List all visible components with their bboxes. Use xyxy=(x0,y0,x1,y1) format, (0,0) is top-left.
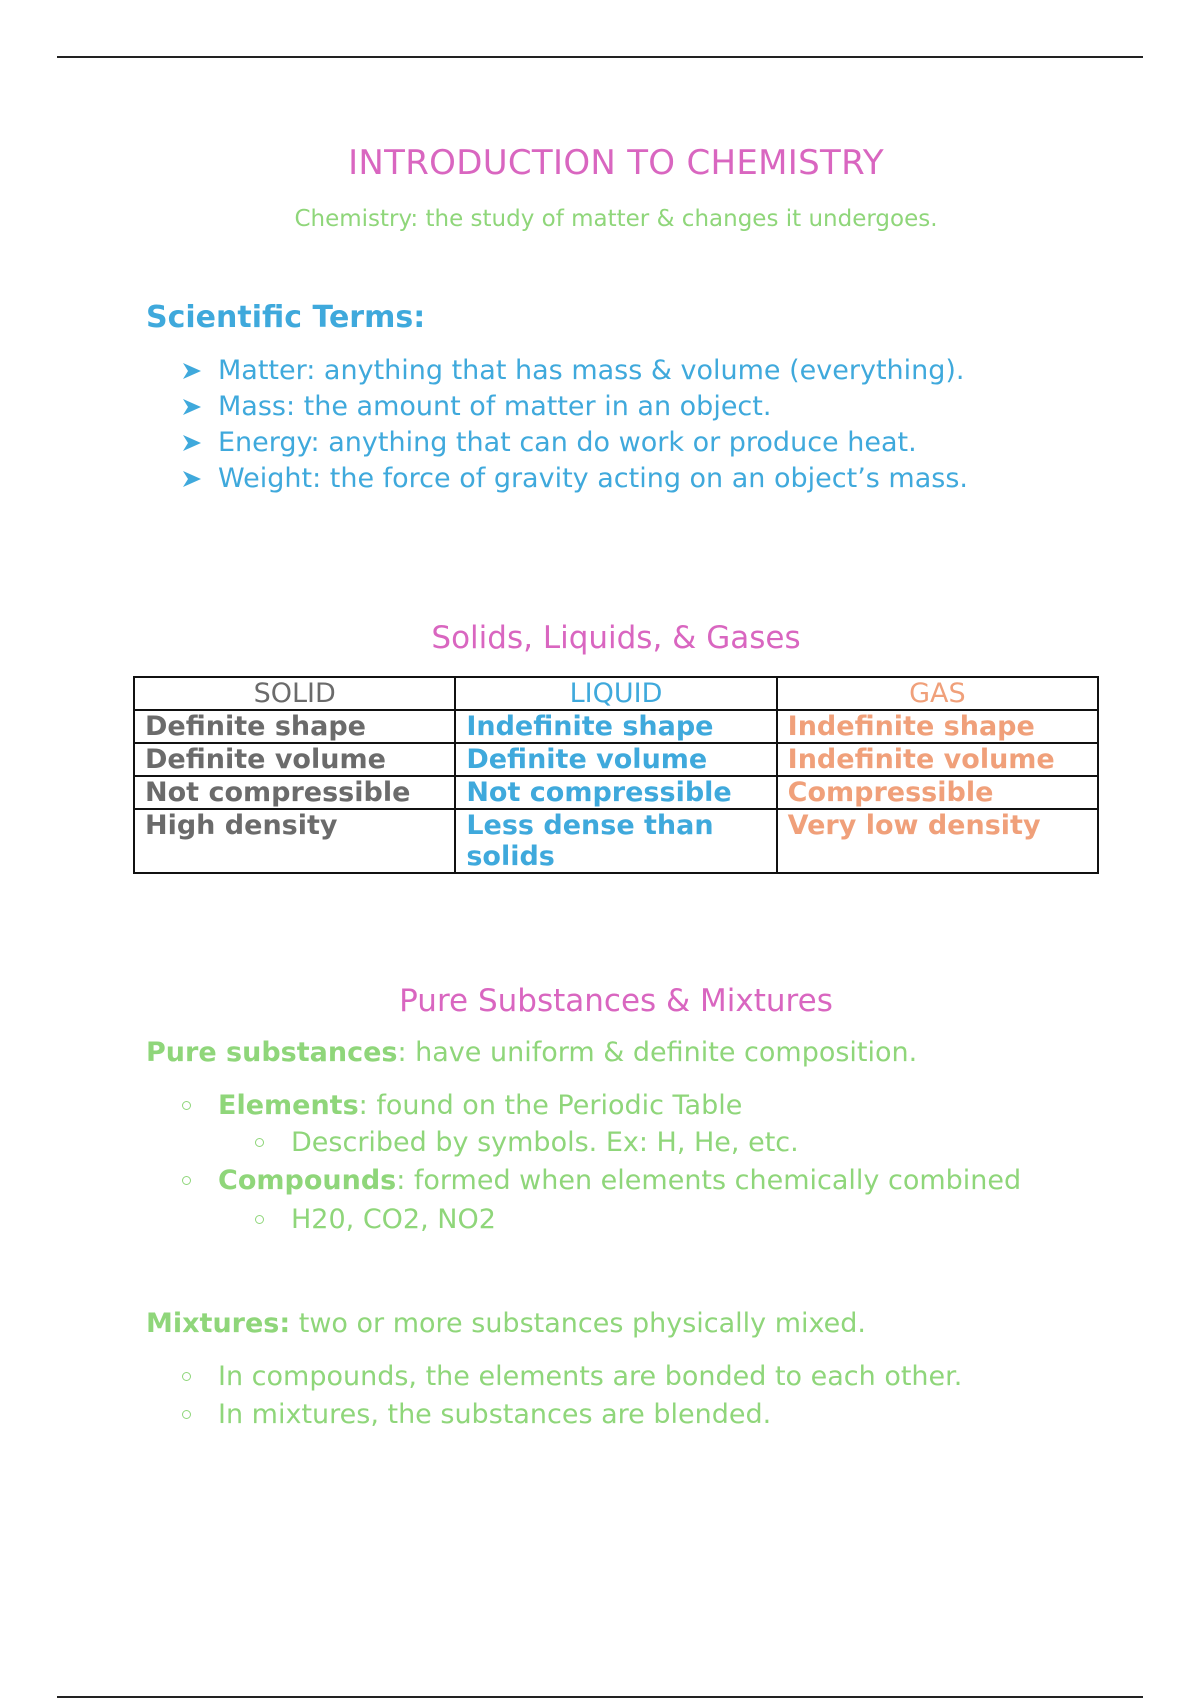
cell-liquid: Not compressible xyxy=(455,776,776,809)
circle-bullet-icon xyxy=(182,1410,191,1419)
mixtures-list xyxy=(182,1359,962,1433)
term-text: Energy: anything that can do work or produce heat. xyxy=(218,427,917,458)
term-item xyxy=(182,425,968,461)
table-row xyxy=(134,710,1098,743)
cell-gas: Very low density xyxy=(777,809,1098,873)
cell-liquid: Definite volume xyxy=(455,743,776,776)
header-liquid: LIQUID xyxy=(455,677,776,710)
pure-mixtures-heading: Pure Substances & Mixtures xyxy=(399,983,833,1019)
cell-gas: Indefinite volume xyxy=(777,743,1098,776)
table-row xyxy=(134,743,1098,776)
circle-bullet-icon xyxy=(182,1101,191,1110)
compounds-sub-text: H20, CO2, NO2 xyxy=(291,1204,496,1235)
elements-text: : found on the Periodic Table xyxy=(358,1090,743,1121)
top-rule xyxy=(57,56,1143,58)
term-item xyxy=(182,461,968,497)
compounds-label: Compounds xyxy=(218,1165,397,1196)
elements-list xyxy=(182,1088,742,1124)
arrow-bullet-icon xyxy=(182,434,202,452)
mixtures-item-text: In compounds, the elements are bonded to each other. xyxy=(218,1361,963,1392)
cell-liquid: Indefinite shape xyxy=(455,710,776,743)
states-table xyxy=(133,676,1099,874)
page-title: INTRODUCTION TO CHEMISTRY xyxy=(348,143,884,183)
arrow-bullet-icon xyxy=(182,398,202,416)
circle-bullet-icon xyxy=(255,1215,264,1224)
elements-sub-text: Described by symbols. Ex: H, He, etc. xyxy=(291,1127,799,1158)
mixtures-definition xyxy=(146,1308,866,1339)
elements-label: Elements xyxy=(218,1090,359,1121)
elements-sublist xyxy=(255,1125,799,1161)
list-item xyxy=(255,1125,799,1161)
table-row xyxy=(134,776,1098,809)
circle-bullet-icon xyxy=(182,1176,191,1185)
cell-solid: High density xyxy=(134,809,455,873)
mixtures-item-text: In mixtures, the substances are blended. xyxy=(218,1399,772,1430)
bottom-rule xyxy=(57,1696,1143,1698)
mixtures-text: two or more substances physically mixed. xyxy=(290,1308,867,1339)
scientific-terms-heading: Scientific Terms: xyxy=(146,300,426,335)
states-heading: Solids, Liquids, & Gases xyxy=(431,620,801,656)
table-row xyxy=(134,809,1098,873)
pure-substances-definition xyxy=(146,1037,917,1068)
cell-solid: Not compressible xyxy=(134,776,455,809)
list-item xyxy=(182,1163,1021,1199)
page-subtitle: Chemistry: the study of matter & changes it undergoes. xyxy=(294,206,938,232)
term-item xyxy=(182,353,968,389)
pure-substances-text: : have uniform & definite composition. xyxy=(397,1037,918,1068)
circle-bullet-icon xyxy=(255,1138,264,1147)
arrow-bullet-icon xyxy=(182,470,202,488)
arrow-bullet-icon xyxy=(182,362,202,380)
circle-bullet-icon xyxy=(182,1372,191,1381)
cell-solid: Definite volume xyxy=(134,743,455,776)
term-text: Mass: the amount of matter in an object. xyxy=(218,391,772,422)
cell-liquid: Less dense than solids xyxy=(455,809,776,873)
compounds-list xyxy=(182,1163,1021,1199)
list-item xyxy=(255,1202,496,1238)
cell-solid: Definite shape xyxy=(134,710,455,743)
pure-substances-label: Pure substances xyxy=(146,1037,398,1068)
term-text: Weight: the force of gravity acting on an object’s mass. xyxy=(218,463,968,494)
term-item xyxy=(182,389,968,425)
header-solid: SOLID xyxy=(134,677,455,710)
cell-gas: Indefinite shape xyxy=(777,710,1098,743)
list-item xyxy=(182,1397,962,1433)
mixtures-label: Mixtures: xyxy=(146,1308,291,1339)
cell-gas: Compressible xyxy=(777,776,1098,809)
compounds-sublist xyxy=(255,1202,496,1238)
scientific-terms-list xyxy=(182,353,968,497)
list-item xyxy=(182,1359,962,1395)
header-gas: GAS xyxy=(777,677,1098,710)
list-item xyxy=(182,1088,742,1124)
term-text: Matter: anything that has mass & volume (everything). xyxy=(218,355,965,386)
compounds-text: : formed when elements chemically combined xyxy=(396,1165,1022,1196)
table-header-row xyxy=(134,677,1098,710)
